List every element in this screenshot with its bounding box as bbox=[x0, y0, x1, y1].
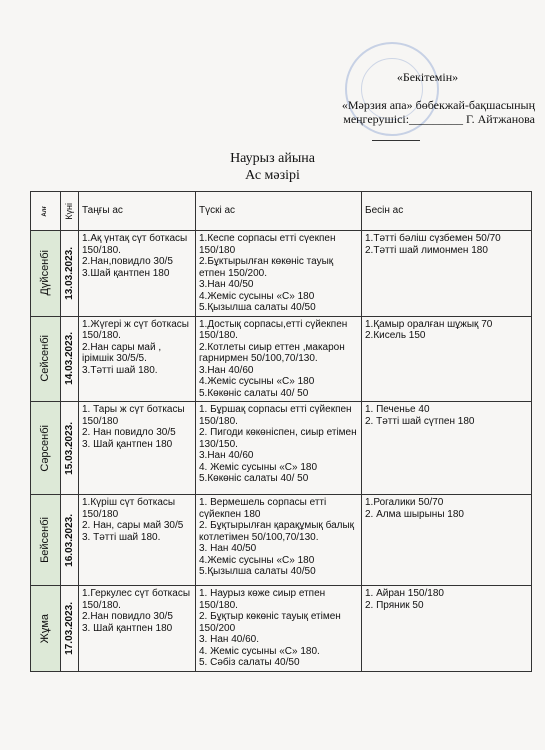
date-cell bbox=[61, 495, 79, 586]
menu-item: 3.Нан 40/60 bbox=[199, 450, 254, 461]
snack-cell bbox=[362, 495, 532, 586]
menu-item: 3. Нан 40/60. bbox=[199, 634, 260, 645]
date-label: 16.03.2023. bbox=[63, 513, 75, 567]
menu-item: 4. Жеміс сусыны «С» 180. bbox=[199, 645, 320, 657]
menu-item: 5.Қызылша салаты 40/50 bbox=[199, 566, 316, 577]
header-snack: Бесін ас bbox=[362, 192, 532, 231]
menu-item: 2. Тәтті шай сүтпен 180 bbox=[365, 415, 475, 427]
breakfast-cell bbox=[79, 231, 196, 317]
date-cell bbox=[61, 231, 79, 317]
menu-item: 2.Нан сары май , ірімшік 30/5/5. bbox=[82, 341, 162, 364]
title-line-1: Наурыз айына bbox=[230, 151, 315, 166]
menu-item: 3. Шай қантпен 180 bbox=[82, 438, 173, 450]
menu-item: 2. Пряник 50 bbox=[365, 599, 424, 611]
date-cell bbox=[61, 402, 79, 495]
menu-item: 4.Жеміс сусыны «С» 180 bbox=[199, 554, 315, 566]
menu-item: 3. Нан 40/50 bbox=[199, 543, 257, 554]
menu-item: 4.Жеміс сусыны «С» 180 bbox=[199, 290, 315, 302]
lunch-cell bbox=[196, 402, 362, 495]
menu-item: 1. Бұршақ сорпасы етті сүйекпен 150/180. bbox=[199, 404, 352, 427]
menu-item: 5.Көкөніс салаты 40/ 50 bbox=[199, 387, 309, 399]
table-row bbox=[31, 495, 532, 586]
day-label: Сейсенбі bbox=[38, 335, 51, 383]
approval-heading: «Бекітемін» bbox=[396, 70, 459, 84]
day-label: Бейсенбі bbox=[38, 517, 51, 563]
lunch-cell bbox=[196, 586, 362, 672]
menu-item: 1.Достық сорпасы,етті сүйекпен 150/180. bbox=[199, 318, 348, 341]
menu-item: 3.Шай қантпен 180 bbox=[82, 267, 170, 279]
date-cell bbox=[61, 586, 79, 672]
lunch-cell bbox=[196, 495, 362, 586]
menu-item: 1.Геркулес сүт боткасы 150/180. bbox=[82, 588, 191, 611]
menu-item: 2.Котлеты сиыр еттен ,макарон гарнирмен 50/100,70/130. bbox=[199, 341, 345, 364]
day-cell bbox=[31, 495, 61, 586]
menu-item: 1. Наурыз көже сиыр етпен 150/180. bbox=[199, 588, 326, 611]
header-day: Алғ bbox=[31, 192, 61, 231]
menu-item: 2.Нан повидло 30/5 bbox=[82, 611, 173, 622]
header-breakfast: Таңғы ас bbox=[79, 192, 196, 231]
menu-item: 1.Кеспе сорпасы етті сүекпен 150/180 bbox=[199, 233, 336, 256]
table-row bbox=[31, 402, 532, 495]
menu-item: 1. Печенье 40 bbox=[365, 404, 430, 415]
menu-item: 1. Вермешель сорпасы етті сүйекпен 180 bbox=[199, 497, 327, 520]
menu-item: 2.Кисель 150 bbox=[365, 330, 426, 341]
menu-item: 3. Шай қантпен 180 bbox=[82, 622, 173, 634]
menu-item: 3.Тәтті шай 180. bbox=[82, 364, 158, 376]
date-label: 13.03.2023. bbox=[63, 246, 75, 300]
table-row bbox=[31, 586, 532, 672]
date-cell bbox=[61, 316, 79, 402]
breakfast-cell bbox=[79, 495, 196, 586]
lunch-cell bbox=[196, 231, 362, 317]
snack-cell bbox=[362, 231, 532, 317]
menu-item: 2.Тәтті шай лимонмен 180 bbox=[365, 244, 488, 256]
menu-item: 4.Жеміс сусыны «С» 180 bbox=[199, 376, 315, 387]
day-label: Жұма bbox=[38, 613, 51, 643]
menu-item: 1.Күріш сүт боткасы 150/180 bbox=[82, 497, 176, 520]
header-lunch: Түскі ас bbox=[196, 192, 362, 231]
table-header-row bbox=[31, 192, 532, 231]
breakfast-cell bbox=[79, 316, 196, 402]
menu-item: 1.Тәтті бәліш сүзбемен 50/70 bbox=[365, 233, 501, 244]
menu-item: 1.Қамыр оралған шұжық 70 bbox=[365, 318, 493, 330]
header-date: Күні bbox=[61, 192, 79, 231]
approval-organization: «Мәрзия апа» бөбекжай-бақшасының bbox=[341, 98, 535, 112]
day-cell bbox=[31, 402, 61, 495]
day-cell bbox=[31, 316, 61, 402]
date-label: 14.03.2023. bbox=[63, 332, 75, 386]
menu-item: 2.Нан,повидло 30/5 bbox=[82, 256, 173, 267]
approval-director: меңгерушісі:_________ Г. Айтжанова bbox=[343, 112, 535, 126]
date-label: 15.03.2023. bbox=[63, 421, 75, 475]
day-label: Дүйсенбі bbox=[38, 250, 51, 297]
menu-item: 5.Қызылша салаты 40/50 bbox=[199, 302, 316, 313]
menu-item: 2. Бұқтыр көкөніс тауық етімен 150/200 bbox=[199, 611, 341, 634]
menu-item: 5.Көкөніс салаты 40/ 50 bbox=[199, 473, 309, 484]
table-row bbox=[31, 316, 532, 402]
snack-cell bbox=[362, 586, 532, 672]
menu-item: 2. Пигоди көкөніспен, сиыр етімен 130/150. bbox=[199, 427, 357, 450]
menu-item: 3. Тәтті шай 180. bbox=[82, 531, 161, 543]
menu-item: 2. Алма шырыны 180 bbox=[365, 508, 464, 520]
menu-item: 2. Нан, сары май 30/5 bbox=[82, 520, 184, 531]
menu-item: 1.Ақ үнтақ сүт боткасы 150/180. bbox=[82, 233, 188, 256]
menu-item: 3.Нан 40/60 bbox=[199, 364, 254, 376]
lunch-cell bbox=[196, 316, 362, 402]
day-cell bbox=[31, 231, 61, 317]
menu-item: 4. Жеміс сусыны «С» 180 bbox=[199, 461, 318, 473]
day-label: Сәрсенбі bbox=[38, 424, 51, 472]
snack-cell bbox=[362, 402, 532, 495]
day-cell bbox=[31, 586, 61, 672]
menu-item: 2. Бұқтырылған қарақұмық балық котлетімен 50/100,70/130. bbox=[199, 520, 355, 543]
table-row bbox=[31, 231, 532, 317]
breakfast-cell bbox=[79, 586, 196, 672]
menu-item: 1.Жүгері ж сүт боткасы 150/180. bbox=[82, 318, 189, 341]
menu-item: 1. Айран 150/180 bbox=[365, 588, 444, 599]
menu-item: 5. Сәбіз салаты 40/50 bbox=[199, 657, 300, 668]
snack-cell bbox=[362, 316, 532, 402]
approval-block bbox=[290, 70, 535, 126]
date-label: 17.03.2023. bbox=[63, 601, 75, 655]
page-title bbox=[0, 150, 545, 184]
menu-item: 3.Нан 40/50 bbox=[199, 279, 254, 290]
menu-item: 1. Тары ж сүт боткасы 150/180 bbox=[82, 404, 185, 427]
menu-item: 2.Бұктырылған көкөніс тауық етпен 150/200. bbox=[199, 256, 334, 279]
breakfast-cell bbox=[79, 402, 196, 495]
menu-item: 2. Нан повидло 30/5 bbox=[82, 427, 176, 438]
menu-table bbox=[30, 191, 532, 672]
menu-item: 1.Рогалики 50/70 bbox=[365, 497, 444, 508]
title-line-2: Ас мәзірі bbox=[245, 168, 300, 183]
